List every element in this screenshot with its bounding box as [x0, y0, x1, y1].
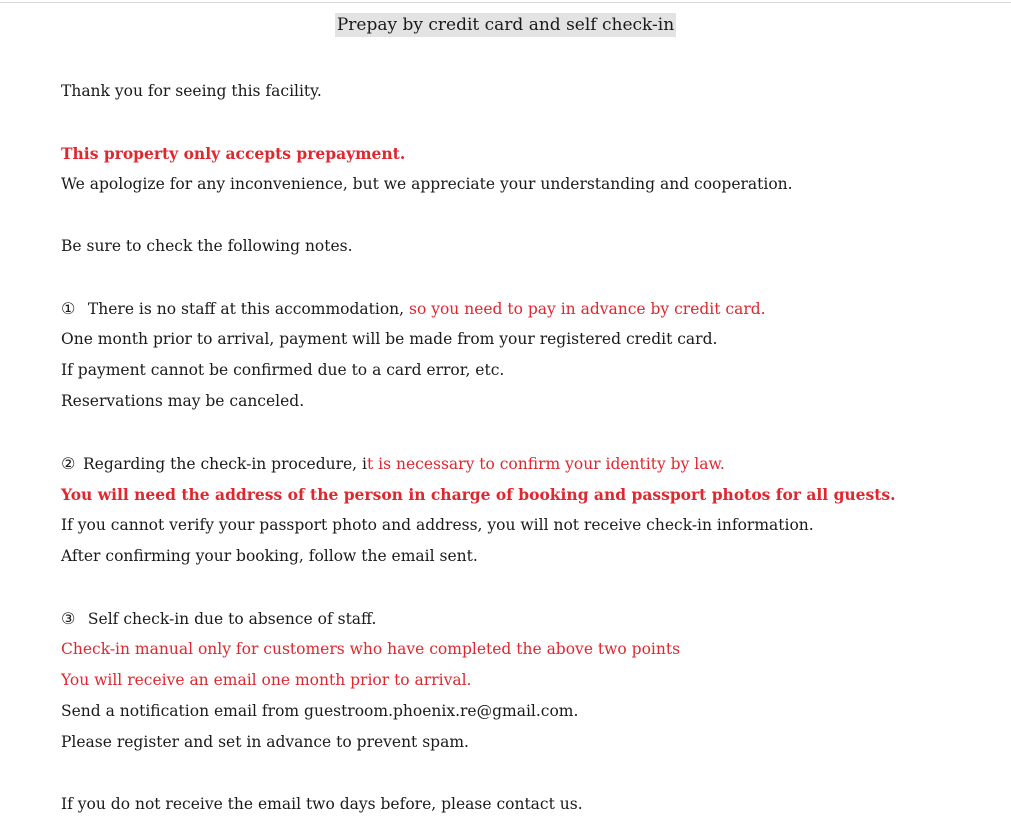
notes-intro: Be sure to check the following notes. — [61, 237, 353, 255]
note-3-marker: ③ — [61, 609, 76, 628]
top-divider — [0, 2, 1011, 3]
spacer — [61, 200, 1001, 231]
note-2-line: After confirming your booking, follow the email sent. — [61, 547, 478, 565]
note-3-line: Please register and set in advance to prevent spam. — [61, 733, 469, 751]
note-1-heading — [61, 293, 1001, 324]
page-title: Prepay by credit card and self check-in — [336, 15, 675, 35]
note-1-line: Reservations may be canceled. — [61, 392, 305, 410]
spacer — [61, 262, 1001, 293]
note-2-heading — [61, 448, 1001, 479]
note-3-plain-text: Self check-in due to absence of staff. — [83, 610, 377, 628]
closing-text: If you do not receive the email two days before, please contact us. — [61, 795, 583, 813]
spacer — [61, 572, 1001, 603]
document-body — [61, 76, 1001, 820]
spacer — [61, 107, 1001, 138]
prepay-notice: This property only accepts prepayment. — [61, 144, 406, 163]
note-1-line: One month prior to arrival, payment will be made from your registered credit card. — [61, 330, 718, 348]
note-1-line: If payment cannot be confirmed due to a card error, etc. — [61, 361, 505, 379]
note-3-red-line: Check-in manual only for customers who have completed the above two points — [61, 640, 681, 658]
note-1-red-text: so you need to pay in advance by credit card. — [409, 300, 766, 318]
note-3-red-line: You will receive an email one month prior to arrival. — [61, 671, 472, 689]
note-3-heading — [61, 603, 1001, 634]
note-2-red-text: t is necessary to confirm your identity by law. — [367, 455, 725, 473]
note-2-plain-text: Regarding the check-in procedure, i — [83, 455, 367, 473]
spacer — [61, 758, 1001, 789]
note-3-line: Send a notification email from guestroom.phoenix.re@gmail.com. — [61, 702, 579, 720]
intro-text: Thank you for seeing this facility. — [61, 82, 322, 100]
note-1-plain-text: There is no staff at this accommodation, — [83, 300, 409, 318]
apology-text: We apologize for any inconvenience, but we appreciate your understanding and cooperation. — [61, 175, 793, 193]
title-container — [0, 13, 1011, 37]
note-2-marker: ② — [61, 454, 76, 473]
note-2-bold-requirement: You will need the address of the person in charge of booking and passport photos for all guests. — [61, 485, 896, 504]
note-2-line: If you cannot verify your passport photo and address, you will not receive check-in information. — [61, 516, 814, 534]
note-1-marker: ① — [61, 299, 76, 318]
spacer — [61, 417, 1001, 448]
